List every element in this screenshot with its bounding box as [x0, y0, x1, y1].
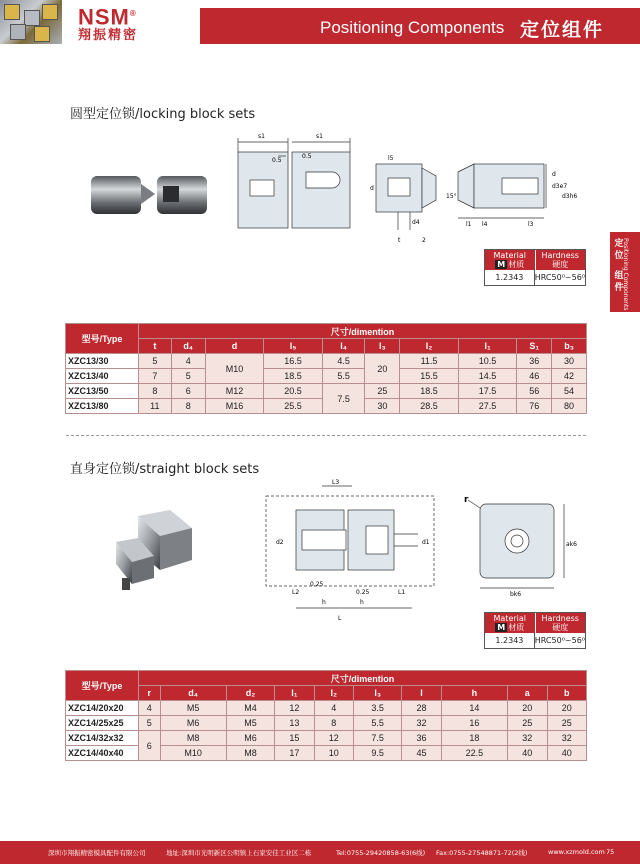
svg-text:0.5: 0.5 — [272, 157, 282, 164]
dimension-header: 尺寸/dimention — [139, 671, 587, 686]
material-m-icon: M — [497, 260, 506, 269]
svg-text:d3e7: d3e7 — [552, 183, 568, 190]
svg-text:L: L — [338, 615, 342, 622]
straight-block-spec-table: 型号/Type 尺寸/dimention r d₄ d₂ l₁ l₂ l₃ l h a b XZC14/20x20 4 M5 M4 12 4 3.5 28 14 20 20 XZC14/25x25 5 M6 M5 13 8 5.5 32 16 25 25 XZC14/32x32 6 M8 M6 15 12 7.5 36 18 32 32 XZC14/40x40 M10 M8 17 10 9.5 45 22.5 40 40 — [65, 670, 587, 761]
svg-text:15°: 15° — [446, 193, 457, 200]
material-m-icon: M — [497, 623, 506, 632]
locking-block-drawing-side — [370, 150, 442, 248]
hardness-value: HRC50⁰~56⁰ — [535, 633, 585, 648]
svg-text:l5: l5 — [388, 155, 394, 162]
svg-text:L2: L2 — [292, 589, 300, 596]
footer-tel: Tel:0755-29420858-63(6线) — [336, 849, 426, 857]
svg-text:l3: l3 — [528, 221, 534, 228]
footer-address: 地址:深圳市光明新区公明镇上石家安佳工业区二栋 — [166, 849, 312, 857]
table-row: XZC14/20x20 4 M5 M4 12 4 3.5 28 14 20 20 — [66, 701, 587, 716]
locking-block-spec-table: 型号/Type 尺寸/dimention t d₄ d l₅ l₄ l₃ l₂ l₁ S₁ b₃ XZC13/30 5 4 M10 16.5 4.5 20 11.5 10.5 36 30 XZC13/40 7 5 18.5 5.5 15.5 14.5 46 42 XZC13/50 8 6 M12 20.5 7.5 25 18.5 17.5 56 54 XZC13/80 11 8 M16 25.5 30 28.5 27.5 76 80 — [65, 323, 587, 414]
footer-company: 深圳市翔振精密模具配件有限公司 — [48, 849, 146, 857]
material-value: 1.2343 — [485, 633, 535, 648]
material-hardness-box-1: Material M 材质 Hardness 硬度 1.2343 HRC50⁰~56⁰ — [484, 249, 586, 286]
svg-text:d2: d2 — [276, 539, 284, 546]
section-divider — [66, 435, 586, 436]
svg-text:0.25: 0.25 — [356, 589, 370, 596]
material-value: 1.2343 — [485, 270, 535, 285]
svg-text:t: t — [398, 237, 401, 244]
page-footer — [0, 841, 640, 864]
material-hardness-box-2: Material M 材质 Hardness 硬度 1.2343 HRC50⁰~56⁰ — [484, 612, 586, 649]
section-title-straight-block: 直身定位锁/straight block sets — [70, 462, 260, 477]
header-title-band — [200, 8, 640, 44]
svg-text:ak6: ak6 — [566, 541, 577, 548]
svg-text:L1: L1 — [398, 589, 406, 596]
hardness-value: HRC50⁰~56⁰ — [535, 270, 585, 285]
dimension-header: 尺寸/dimention — [139, 324, 587, 339]
header-product-photo — [0, 0, 62, 44]
footer-fax: Fax:0755-27548871-72(2线) — [436, 849, 528, 857]
table-row: XZC13/30 5 4 M10 16.5 4.5 20 11.5 10.5 36 30 — [66, 354, 587, 369]
locking-block-photo — [85, 170, 210, 220]
svg-text:L3: L3 — [332, 479, 340, 486]
page-title-en: Positioning Components — [320, 18, 505, 37]
svg-text:2: 2 — [422, 237, 426, 244]
svg-text:bk6: bk6 — [510, 591, 522, 598]
svg-text:d1: d1 — [422, 539, 430, 546]
table-row: XZC13/40 7 5 18.5 5.5 15.5 14.5 46 42 — [66, 369, 587, 384]
svg-text:l1: l1 — [466, 221, 472, 228]
footer-web: www.xzmold.com — [548, 848, 605, 856]
side-category-tab: 定 位 组 件 Positioning Components — [610, 232, 640, 312]
table-row: XZC13/50 8 6 M12 20.5 7.5 25 18.5 17.5 56 54 — [66, 384, 587, 399]
svg-text:s1: s1 — [316, 133, 323, 140]
svg-text:d: d — [370, 185, 374, 192]
company-logo: NSM® 翔振精密 — [78, 4, 139, 44]
svg-text:r: r — [464, 495, 469, 505]
svg-text:h: h — [360, 599, 364, 606]
page-number: 75 — [606, 848, 615, 856]
page-title-cn: 定位组件 — [520, 19, 605, 41]
locking-block-drawing-section — [446, 150, 586, 232]
table-row: XZC14/40x40 M10 M8 17 10 9.5 45 22.5 40 40 — [66, 746, 587, 761]
table-row: XZC14/32x32 6 M8 M6 15 12 7.5 36 18 32 32 — [66, 731, 587, 746]
svg-text:d4: d4 — [412, 219, 420, 226]
type-column-header: 型号/Type — [66, 671, 139, 701]
svg-text:d: d — [552, 171, 556, 178]
table-row: XZC14/25x25 5 M6 M5 13 8 5.5 32 16 25 25 — [66, 716, 587, 731]
straight-block-drawing-end — [460, 490, 580, 600]
svg-text:0.25: 0.25 — [310, 581, 324, 588]
straight-block-photo — [108, 508, 200, 594]
type-column-header: 型号/Type — [66, 324, 139, 354]
svg-text:l4: l4 — [482, 221, 488, 228]
svg-text:s1: s1 — [258, 133, 265, 140]
page-header — [0, 0, 640, 44]
svg-text:h: h — [322, 599, 326, 606]
straight-block-drawing-front — [262, 478, 440, 628]
svg-text:0.5: 0.5 — [302, 153, 312, 160]
svg-text:d3h6: d3h6 — [562, 193, 578, 200]
section-title-locking-block: 圆型定位锁/locking block sets — [70, 107, 256, 122]
locking-block-drawing-front — [228, 128, 360, 246]
table-row: XZC13/80 11 8 M16 25.5 30 28.5 27.5 76 80 — [66, 399, 587, 414]
